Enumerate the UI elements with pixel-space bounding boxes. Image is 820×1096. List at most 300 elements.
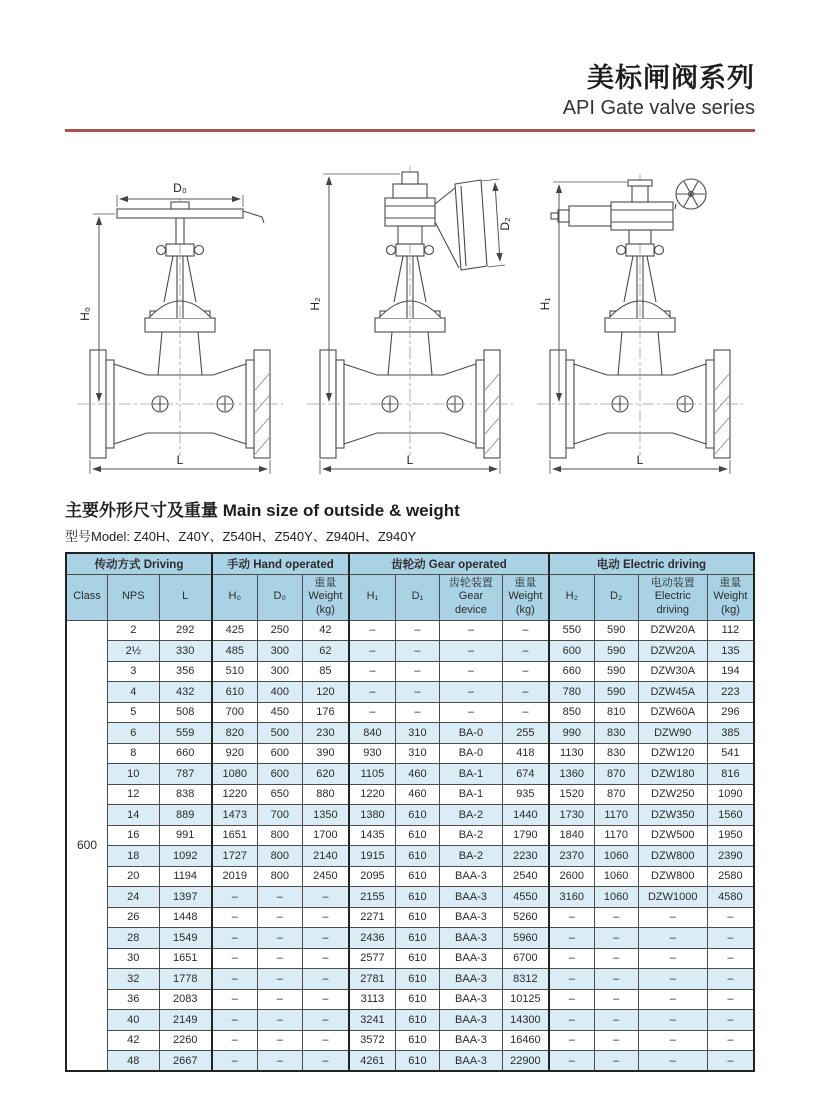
column-header: Class: [66, 574, 108, 620]
table-cell: 550: [549, 620, 594, 641]
table-cell: 1397: [159, 887, 212, 908]
table-cell: 2781: [349, 969, 396, 990]
table-cell: –: [707, 1051, 754, 1072]
table-cell: 310: [395, 723, 439, 744]
table-cell: 870: [594, 764, 638, 785]
table-cell: –: [212, 928, 257, 949]
table-cell: DZW800: [638, 866, 707, 887]
table-cell: DZW20A: [638, 641, 707, 662]
table-group-header: 电动 Electric driving: [549, 553, 754, 574]
table-cell: 1520: [549, 784, 594, 805]
table-cell: 4550: [502, 887, 549, 908]
table-cell: 120: [302, 682, 349, 703]
table-cell: 800: [257, 866, 302, 887]
table-cell: 541: [707, 743, 754, 764]
table-cell: 135: [707, 641, 754, 662]
table-cell: 460: [395, 764, 439, 785]
table-cell: 300: [257, 661, 302, 682]
table-cell: 610: [395, 969, 439, 990]
table-cell: –: [638, 948, 707, 969]
table-cell: 4580: [707, 887, 754, 908]
table-cell: 1448: [159, 907, 212, 928]
table-cell: 292: [159, 620, 212, 641]
table-cell: 1060: [594, 887, 638, 908]
table-cell: DZW1000: [638, 887, 707, 908]
table-cell: –: [707, 989, 754, 1010]
table-row: [66, 661, 754, 682]
table-cell: –: [302, 948, 349, 969]
table-row: [66, 620, 754, 641]
page-title-cn: 美标闸阀系列: [587, 63, 755, 93]
table-cell: 385: [707, 723, 754, 744]
table-row: [66, 928, 754, 949]
table-cell: –: [707, 1010, 754, 1031]
table-cell: 610: [395, 1010, 439, 1031]
table-cell: BAA-3: [439, 907, 502, 928]
table-cell: –: [549, 928, 594, 949]
table-cell: 820: [212, 723, 257, 744]
table-cell: 12: [108, 784, 160, 805]
table-row: [66, 825, 754, 846]
table-cell: 16: [108, 825, 160, 846]
dimensions-table: [65, 552, 755, 1072]
table-cell: DZW120: [638, 743, 707, 764]
table-cell: 590: [594, 641, 638, 662]
table-cell: –: [395, 661, 439, 682]
table-cell: BAA-3: [439, 989, 502, 1010]
table-cell: –: [549, 1051, 594, 1072]
table-cell: 1560: [707, 805, 754, 826]
table-cell: –: [549, 948, 594, 969]
table-cell: –: [212, 989, 257, 1010]
table-cell: –: [257, 948, 302, 969]
table-cell: –: [395, 702, 439, 723]
table-cell: –: [502, 620, 549, 641]
table-cell: 700: [212, 702, 257, 723]
table-cell: 610: [395, 805, 439, 826]
table-cell: –: [439, 641, 502, 662]
table-cell: 4261: [349, 1051, 396, 1072]
table-cell: 610: [395, 1051, 439, 1072]
table-cell: 255: [502, 723, 549, 744]
table-cell: –: [349, 661, 396, 682]
table-cell: 660: [159, 743, 212, 764]
dim-label-h2: H₂: [308, 297, 322, 311]
table-row: [66, 948, 754, 969]
table-row: [66, 702, 754, 723]
table-cell: –: [638, 1010, 707, 1031]
table-cell: BAA-3: [439, 1051, 502, 1072]
table-cell: –: [257, 1051, 302, 1072]
table-cell: 40: [108, 1010, 160, 1031]
column-header: 齿轮装置 Gear device: [439, 574, 502, 620]
table-cell: BAA-3: [439, 1010, 502, 1031]
table-cell: 674: [502, 764, 549, 785]
table-cell: 800: [257, 846, 302, 867]
table-cell: 2580: [707, 866, 754, 887]
page-title-en: API Gate valve series: [562, 97, 755, 119]
table-cell: –: [549, 907, 594, 928]
section-heading: 主要外形尺寸及重量 Main size of outside & weight: [65, 501, 460, 520]
table-cell: 870: [594, 784, 638, 805]
table-cell: 8: [108, 743, 160, 764]
table-cell: 930: [349, 743, 396, 764]
column-header: H₀: [212, 574, 257, 620]
table-cell: 880: [302, 784, 349, 805]
table-cell: 838: [159, 784, 212, 805]
table-cell: BA-1: [439, 784, 502, 805]
table-cell: 112: [707, 620, 754, 641]
table-cell: 830: [594, 723, 638, 744]
table-cell: DZW800: [638, 846, 707, 867]
table-cell: 42: [302, 620, 349, 641]
table-cell: –: [349, 682, 396, 703]
table-cell: DZW45A: [638, 682, 707, 703]
table-cell: 3160: [549, 887, 594, 908]
table-cell: –: [594, 907, 638, 928]
table-cell: 1700: [302, 825, 349, 846]
column-header: D₀: [257, 574, 302, 620]
table-cell: 1730: [549, 805, 594, 826]
table-cell: 5960: [502, 928, 549, 949]
table-cell: –: [212, 887, 257, 908]
table-row: [66, 682, 754, 703]
table-cell: 1950: [707, 825, 754, 846]
table-cell: –: [594, 1030, 638, 1051]
table-cell: 48: [108, 1051, 160, 1072]
table-cell: –: [212, 969, 257, 990]
table-cell: 5260: [502, 907, 549, 928]
table-row: [66, 1030, 754, 1051]
table-group-header: 手动 Hand operated: [212, 553, 349, 574]
column-header: 重量 Weight (kg): [707, 574, 754, 620]
table-cell: –: [594, 989, 638, 1010]
table-cell: 620: [302, 764, 349, 785]
table-cell: 2271: [349, 907, 396, 928]
table-cell: –: [638, 907, 707, 928]
dim-label-l: L: [176, 453, 184, 467]
table-cell: –: [439, 661, 502, 682]
column-header: NPS: [108, 574, 160, 620]
table-cell: 610: [212, 682, 257, 703]
table-cell: 194: [707, 661, 754, 682]
table-cell: –: [349, 620, 396, 641]
table-cell: 920: [212, 743, 257, 764]
table-cell: 432: [159, 682, 212, 703]
table-cell: 1090: [707, 784, 754, 805]
table-cell: 830: [594, 743, 638, 764]
table-cell: 590: [594, 682, 638, 703]
table-cell: 1840: [549, 825, 594, 846]
table-cell: 1727: [212, 846, 257, 867]
table-cell: 510: [212, 661, 257, 682]
table-cell: –: [349, 641, 396, 662]
table-cell: 1651: [159, 948, 212, 969]
class-value-cell: 600: [66, 620, 108, 1071]
table-cell: –: [549, 1030, 594, 1051]
table-cell: –: [439, 702, 502, 723]
table-cell: DZW90: [638, 723, 707, 744]
table-cell: 2390: [707, 846, 754, 867]
table-cell: 2140: [302, 846, 349, 867]
table-cell: 1350: [302, 805, 349, 826]
valve-drawing-hand-operated: [65, 154, 295, 486]
table-cell: 2260: [159, 1030, 212, 1051]
table-cell: DZW60A: [638, 702, 707, 723]
table-cell: –: [638, 989, 707, 1010]
column-header: 电动装置 Electric driving: [638, 574, 707, 620]
table-cell: –: [594, 928, 638, 949]
dim-label-d2: D₂: [498, 217, 512, 231]
table-cell: 1194: [159, 866, 212, 887]
table-cell: 36: [108, 989, 160, 1010]
table-cell: 5: [108, 702, 160, 723]
valve-drawing-gear-operated: [295, 154, 525, 486]
table-cell: –: [257, 887, 302, 908]
table-cell: –: [257, 969, 302, 990]
table-cell: 610: [395, 825, 439, 846]
table-cell: BAA-3: [439, 1030, 502, 1051]
table-cell: 1170: [594, 805, 638, 826]
table-row: [66, 805, 754, 826]
table-cell: 700: [257, 805, 302, 826]
table-cell: –: [707, 969, 754, 990]
table-row: [66, 1010, 754, 1031]
table-cell: 991: [159, 825, 212, 846]
table-cell: 2540: [502, 866, 549, 887]
table-cell: –: [395, 682, 439, 703]
table-cell: 990: [549, 723, 594, 744]
table-cell: –: [594, 1010, 638, 1031]
table-cell: 610: [395, 846, 439, 867]
table-cell: 62: [302, 641, 349, 662]
table-cell: 500: [257, 723, 302, 744]
table-cell: 787: [159, 764, 212, 785]
table-cell: 2577: [349, 948, 396, 969]
table-cell: –: [638, 928, 707, 949]
table-cell: –: [302, 1010, 349, 1031]
table-group-header: 传动方式 Driving: [66, 553, 212, 574]
table-cell: BA-2: [439, 805, 502, 826]
header-rule: [65, 129, 755, 132]
table-cell: 14300: [502, 1010, 549, 1031]
table-row: [66, 887, 754, 908]
table-cell: 296: [707, 702, 754, 723]
table-row: [66, 846, 754, 867]
table-cell: 485: [212, 641, 257, 662]
table-cell: BAA-3: [439, 928, 502, 949]
table-cell: 840: [349, 723, 396, 744]
table-cell: 610: [395, 989, 439, 1010]
table-cell: 85: [302, 661, 349, 682]
table-cell: DZW30A: [638, 661, 707, 682]
table-row: [66, 723, 754, 744]
table-cell: 2155: [349, 887, 396, 908]
table-row: [66, 641, 754, 662]
table-cell: 390: [302, 743, 349, 764]
table-cell: 1549: [159, 928, 212, 949]
table-cell: 780: [549, 682, 594, 703]
table-group-header-row: [66, 553, 754, 574]
table-cell: 600: [257, 743, 302, 764]
valve-drawings-row: [65, 154, 755, 486]
table-cell: BAA-3: [439, 866, 502, 887]
table-cell: –: [594, 948, 638, 969]
table-cell: –: [549, 989, 594, 1010]
table-cell: –: [302, 969, 349, 990]
table-cell: 1060: [594, 866, 638, 887]
table-cell: 176: [302, 702, 349, 723]
table-cell: 2667: [159, 1051, 212, 1072]
column-header: H₁: [349, 574, 396, 620]
document-page: [65, 0, 755, 1072]
table-cell: 1651: [212, 825, 257, 846]
table-cell: 1170: [594, 825, 638, 846]
table-cell: 16460: [502, 1030, 549, 1051]
table-cell: 610: [395, 1030, 439, 1051]
table-cell: –: [707, 1030, 754, 1051]
table-cell: –: [638, 1051, 707, 1072]
table-cell: 330: [159, 641, 212, 662]
table-cell: 2600: [549, 866, 594, 887]
table-cell: 10: [108, 764, 160, 785]
dim-label-l: L: [406, 453, 414, 467]
table-cell: 24: [108, 887, 160, 908]
table-cell: 2230: [502, 846, 549, 867]
table-cell: –: [349, 702, 396, 723]
table-cell: 660: [549, 661, 594, 682]
column-header: L: [159, 574, 212, 620]
table-cell: 14: [108, 805, 160, 826]
table-cell: –: [257, 928, 302, 949]
table-cell: BAA-3: [439, 969, 502, 990]
table-cell: 1790: [502, 825, 549, 846]
table-cell: 1360: [549, 764, 594, 785]
table-cell: DZW250: [638, 784, 707, 805]
table-cell: –: [707, 907, 754, 928]
table-row: [66, 764, 754, 785]
column-header: 重量 Weight (kg): [502, 574, 549, 620]
table-cell: 3572: [349, 1030, 396, 1051]
table-cell: 2095: [349, 866, 396, 887]
table-cell: 600: [257, 764, 302, 785]
table-cell: BA-2: [439, 825, 502, 846]
table-cell: DZW350: [638, 805, 707, 826]
table-group-header: 齿轮动 Gear operated: [349, 553, 549, 574]
table-cell: 1915: [349, 846, 396, 867]
table-cell: BA-0: [439, 723, 502, 744]
table-cell: –: [302, 928, 349, 949]
table-cell: –: [395, 641, 439, 662]
table-cell: 935: [502, 784, 549, 805]
table-cell: –: [212, 1051, 257, 1072]
table-row: [66, 907, 754, 928]
table-cell: –: [549, 969, 594, 990]
table-cell: –: [395, 620, 439, 641]
table-cell: –: [257, 989, 302, 1010]
table-cell: 300: [257, 641, 302, 662]
table-cell: 850: [549, 702, 594, 723]
column-header: H₂: [549, 574, 594, 620]
table-cell: 3241: [349, 1010, 396, 1031]
doc-header: [65, 56, 755, 120]
table-cell: –: [302, 1051, 349, 1072]
table-cell: 26: [108, 907, 160, 928]
table-cell: 32: [108, 969, 160, 990]
table-cell: 610: [395, 887, 439, 908]
table-cell: 2019: [212, 866, 257, 887]
table-cell: –: [212, 907, 257, 928]
table-cell: –: [257, 907, 302, 928]
table-cell: 3113: [349, 989, 396, 1010]
table-cell: –: [594, 1051, 638, 1072]
table-cell: 810: [594, 702, 638, 723]
table-cell: 2450: [302, 866, 349, 887]
table-cell: –: [638, 969, 707, 990]
dim-label-h0: H₀: [78, 307, 92, 321]
table-cell: 1092: [159, 846, 212, 867]
table-cell: –: [502, 682, 549, 703]
table-cell: 425: [212, 620, 257, 641]
table-cell: 2: [108, 620, 160, 641]
table-cell: –: [212, 1010, 257, 1031]
table-cell: –: [212, 1030, 257, 1051]
table-cell: 356: [159, 661, 212, 682]
table-cell: 1778: [159, 969, 212, 990]
table-cell: 610: [395, 866, 439, 887]
table-cell: 600: [549, 641, 594, 662]
table-cell: BAA-3: [439, 887, 502, 908]
table-row: [66, 784, 754, 805]
table-cell: –: [302, 907, 349, 928]
table-cell: 800: [257, 825, 302, 846]
table-cell: 590: [594, 661, 638, 682]
table-cell: –: [707, 948, 754, 969]
table-cell: 418: [502, 743, 549, 764]
table-cell: –: [502, 702, 549, 723]
table-cell: –: [302, 989, 349, 1010]
table-cell: –: [707, 928, 754, 949]
table-column-header-row: [66, 574, 754, 620]
table-cell: 310: [395, 743, 439, 764]
table-cell: 2½: [108, 641, 160, 662]
table-cell: 22900: [502, 1051, 549, 1072]
table-cell: 1080: [212, 764, 257, 785]
table-cell: 10125: [502, 989, 549, 1010]
table-cell: 1060: [594, 846, 638, 867]
table-cell: 1130: [549, 743, 594, 764]
table-cell: BA-0: [439, 743, 502, 764]
table-cell: 450: [257, 702, 302, 723]
table-cell: DZW180: [638, 764, 707, 785]
table-cell: 590: [594, 620, 638, 641]
model-line: 型号Model: Z40H、Z40Y、Z540H、Z540Y、Z940H、Z940Y: [65, 529, 417, 544]
dim-label-l: L: [636, 453, 644, 467]
table-cell: –: [502, 641, 549, 662]
table-row: [66, 969, 754, 990]
table-cell: DZW500: [638, 825, 707, 846]
table-cell: 610: [395, 928, 439, 949]
table-cell: 559: [159, 723, 212, 744]
table-cell: 650: [257, 784, 302, 805]
table-cell: 250: [257, 620, 302, 641]
table-cell: 1380: [349, 805, 396, 826]
column-header: D₂: [594, 574, 638, 620]
table-cell: 1440: [502, 805, 549, 826]
table-row: [66, 1051, 754, 1072]
table-cell: 28: [108, 928, 160, 949]
table-cell: 1473: [212, 805, 257, 826]
